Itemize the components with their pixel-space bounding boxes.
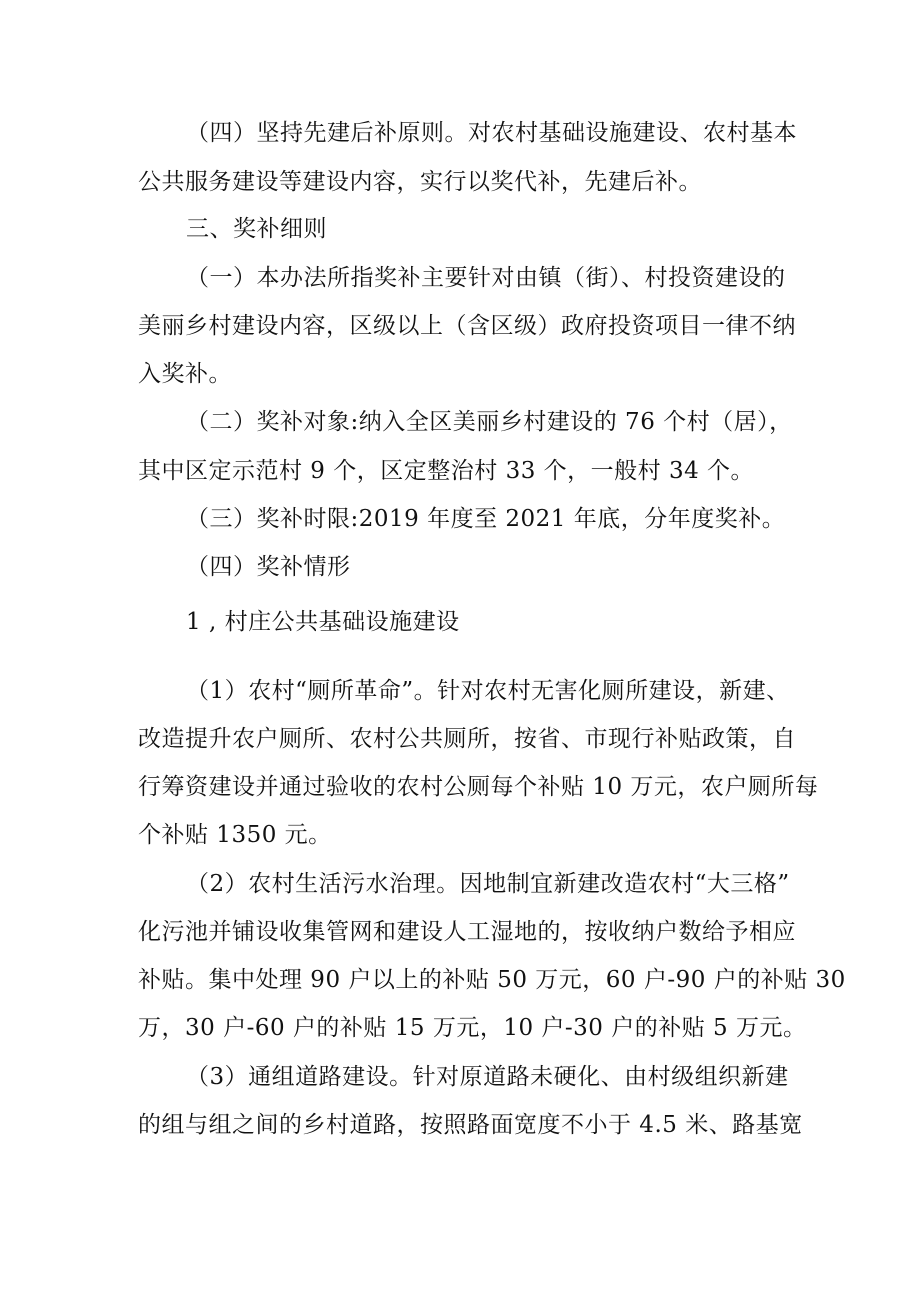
- paragraph-line: （三）奖补时限:2019 年度至 2021 年底，分年度奖补。: [186, 506, 786, 532]
- paragraph-line: 入奖补。: [138, 361, 232, 387]
- paragraph-line: （2）农村生活污水治理。因地制宜新建改造农村“大三格”: [186, 871, 790, 897]
- section-heading: 三、奖补细则: [186, 216, 327, 242]
- paragraph-line: 万，30 户-60 户的补贴 15 万元，10 户-30 户的补贴 5 万元。: [138, 1015, 807, 1041]
- subsection-heading: （四）奖补情形: [186, 554, 351, 580]
- paragraph-line: 美丽乡村建设内容，区级以上（含区级）政府投资项目一律不纳: [138, 313, 796, 339]
- paragraph-line: 行筹资建设并通过验收的农村公厕每个补贴 10 万元，农户厕所每: [138, 774, 819, 800]
- paragraph-line: （四）坚持先建后补原则。对农村基础设施建设、农村基本: [186, 120, 797, 146]
- paragraph-line: （一）本办法所指奖补主要针对由镇（街）、村投资建设的: [186, 265, 786, 291]
- item-heading: 1 , 村庄公共基础设施建设: [186, 609, 460, 635]
- paragraph-line: 公共服务建设等建设内容，实行以奖代补，先建后补。: [138, 169, 702, 195]
- paragraph-line: （二）奖补对象:纳入全区美丽乡村建设的 76 个村（居），: [186, 409, 793, 435]
- paragraph-line: （3）通组道路建设。针对原道路未硬化、由村级组织新建: [186, 1064, 789, 1090]
- paragraph-line: 补贴。集中处理 90 户以上的补贴 50 万元，60 户-90 户的补贴 30: [138, 967, 846, 993]
- paragraph-line: 改造提升农户厕所、农村公共厕所，按省、市现行补贴政策，自: [138, 726, 796, 752]
- paragraph-line: 的组与组之间的乡村道路，按照路面宽度不小于 4.5 米、路基宽: [138, 1112, 803, 1138]
- paragraph-line: 个补贴 1350 元。: [138, 822, 332, 848]
- paragraph-line: 化污池并铺设收集管网和建设人工湿地的，按收纳户数给予相应: [138, 919, 796, 945]
- paragraph-line: （1）农村“厕所革命”。针对农村无害化厕所建设，新建、: [186, 678, 790, 704]
- paragraph-line: 其中区定示范村 9 个，区定整治村 33 个，一般村 34 个。: [138, 458, 755, 484]
